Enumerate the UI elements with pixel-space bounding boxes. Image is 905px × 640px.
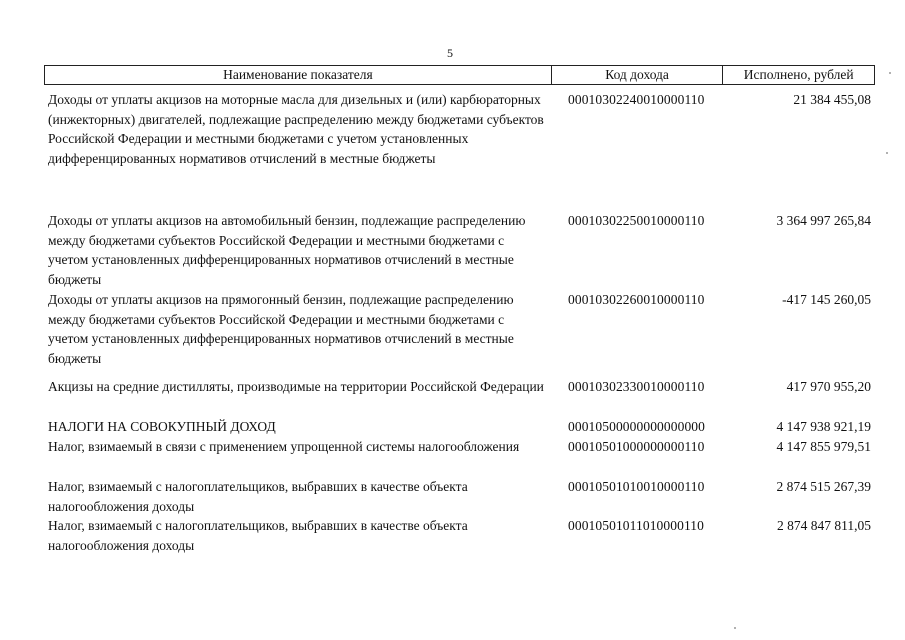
header-amount: Исполнено, рублей [743,67,854,82]
row-name: Доходы от уплаты акцизов на прямогонный бензин, подлежащие распределению между бюджетами субъектов Российской Федерации и местными бюджетами с учетом установленных дифференцированных нормативов отчислений в местные бюджеты [48,292,514,366]
page-number: 5 [447,46,453,60]
row-code: 00010501010010000110 [568,479,705,494]
row-amount: 3 364 997 265,84 [776,213,871,228]
table-row [44,211,875,289]
row-name: Акцизы на средние дистилляты, производимые на территории Российской Федерации [48,379,544,394]
table-row [44,516,875,555]
revenue-table [44,65,875,553]
row-name: Доходы от уплаты акцизов на моторные масла для дизельных и (или) карбюраторных (инжекторных) двигателей, подлежащие распределению между бюджетами субъектов Российской Федерации и местными бюджетами с учетом установленных дифференцированных нормативов отчислений в местные бюджеты [48,92,544,166]
row-name: Налог, взимаемый с налогоплательщиков, выбравших в качестве объекта налогообложения доходы [48,479,468,514]
row-amount: 21 384 455,08 [793,92,871,107]
row-amount: -417 145 260,05 [782,292,871,307]
table-row [44,290,875,368]
table-row [44,417,875,437]
table-row [44,377,875,397]
scan-speck [734,627,736,629]
row-code: 00010500000000000000 [568,419,705,434]
table-row [44,437,875,457]
row-amount: 417 970 955,20 [786,379,871,394]
row-code: 00010302240010000110 [568,92,705,107]
table-header [44,65,875,85]
scan-speck [889,72,891,74]
table-row [44,477,875,516]
row-code: 00010302330010000110 [568,379,705,394]
row-amount: 2 874 515 267,39 [776,479,871,494]
row-amount: 4 147 938 921,19 [776,419,871,434]
row-name: Доходы от уплаты акцизов на автомобильный бензин, подлежащие распределению между бюджетами субъектов Российской Федерации и местными бюджетами с учетом установленных дифференцированных нормативов отчислений в местные бюджеты [48,213,526,287]
row-name: Налог, взимаемый с налогоплательщиков, выбравших в качестве объекта налогообложения доходы [48,518,468,553]
header-code: Код дохода [552,66,724,84]
row-name: Налог, взимаемый в связи с применением упрощенной системы налогообложения [48,439,520,454]
row-code: 00010501000000000110 [568,439,705,454]
row-code: 00010501011010000110 [568,518,704,533]
row-code: 00010302260010000110 [568,292,705,307]
row-amount: 2 874 847 811,05 [777,518,871,533]
header-name: Наименование показателя [45,66,552,84]
row-name: НАЛОГИ НА СОВОКУПНЫЙ ДОХОД [48,419,276,434]
table-row [44,90,875,168]
row-code: 00010302250010000110 [568,213,705,228]
row-amount: 4 147 855 979,51 [776,439,871,454]
scan-speck [886,152,888,154]
